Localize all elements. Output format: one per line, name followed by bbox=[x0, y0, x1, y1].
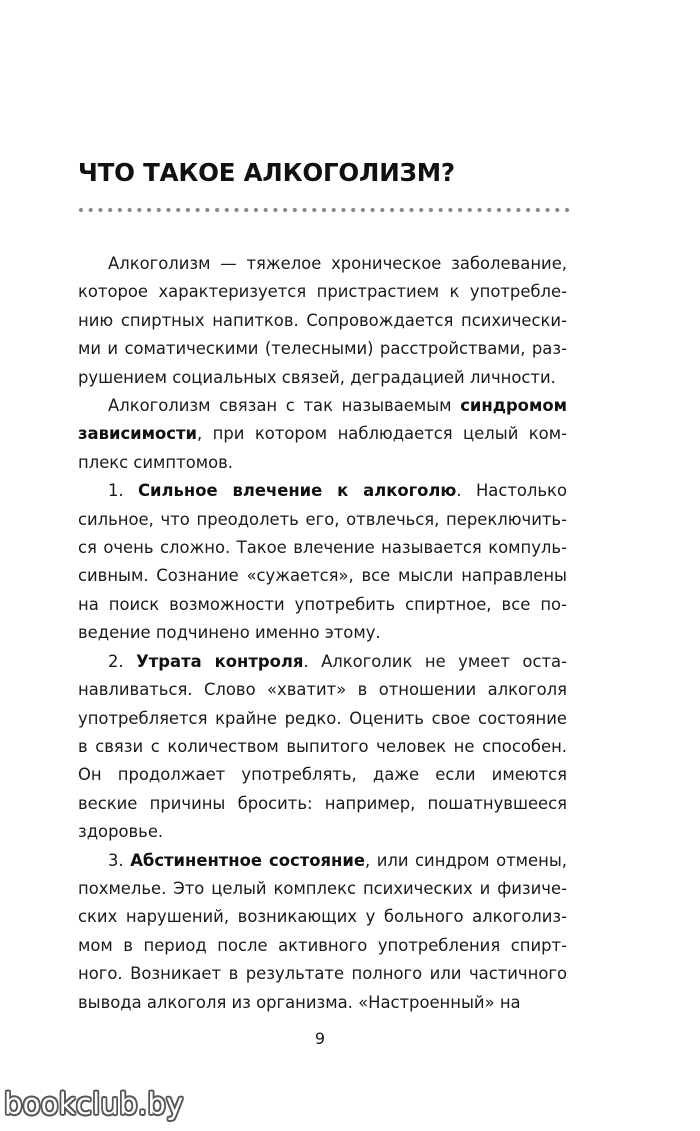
divider-dot bbox=[409, 208, 413, 212]
paragraph-text: . Алкоголик не умеет останавливаться. Слово «хватит» в отношении алкоголя употребляется крайне редко. Оценить свое состояние в связи с количеством выпитого человек не способен. Он продолжает употреблять, даже если имеются веские причины бросить: например, пошатнувшееся здоровье. bbox=[78, 651, 567, 842]
paragraph-dependence-syndrome bbox=[78, 392, 567, 477]
bold-term: Абстинентное состояние bbox=[130, 850, 365, 870]
watermark-logo: bookclub.by bbox=[4, 1087, 184, 1121]
divider-dot bbox=[196, 208, 200, 212]
paragraph-definition bbox=[78, 250, 567, 392]
divider-dot bbox=[128, 208, 132, 212]
paragraph-text: Алкоголизм связан с так называемым bbox=[108, 396, 461, 416]
divider-dot bbox=[351, 208, 355, 212]
paragraph-text: , или синдром отмены, похмелье. Это целый комплекс психических и физических нарушений, возникающих у больного алкоголизмом в период после активного употребления спиртного. Возникает в результате полного или частичного вывода алкоголя из организма. «Настроенный» на bbox=[78, 850, 567, 1012]
divider-dot bbox=[341, 208, 345, 212]
divider-dot bbox=[186, 208, 190, 212]
divider-dot bbox=[147, 208, 151, 212]
divider-dot bbox=[477, 208, 481, 212]
divider-dot bbox=[361, 208, 365, 212]
paragraph-text: 1. bbox=[108, 481, 139, 501]
divider-dot bbox=[234, 208, 238, 212]
divider-dot bbox=[458, 208, 462, 212]
divider-dot bbox=[89, 208, 93, 212]
divider-dot bbox=[400, 208, 404, 212]
paragraph-text: 3. bbox=[108, 850, 131, 870]
paragraph-symptom-withdrawal bbox=[78, 847, 567, 1017]
divider-dot bbox=[264, 208, 268, 212]
divider-dot bbox=[137, 208, 141, 212]
divider-dot bbox=[118, 208, 122, 212]
divider-dot bbox=[157, 208, 161, 212]
page-title: ЧТО ТАКОЕ АЛКОГОЛИЗМ? bbox=[78, 158, 455, 187]
divider-dot bbox=[293, 208, 297, 212]
divider-dot bbox=[254, 208, 258, 212]
divider-dot bbox=[390, 208, 394, 212]
divider-dot bbox=[439, 208, 443, 212]
divider-dot bbox=[283, 208, 287, 212]
dotted-divider bbox=[78, 203, 570, 217]
divider-dot bbox=[166, 208, 170, 212]
paragraph-text: 2. bbox=[108, 651, 137, 671]
divider-dot bbox=[536, 208, 540, 212]
divider-dot bbox=[545, 208, 549, 212]
paragraph-symptom-craving bbox=[78, 477, 567, 647]
divider-dot bbox=[312, 208, 316, 212]
paragraph-symptom-control-loss bbox=[78, 648, 567, 847]
divider-dot bbox=[371, 208, 375, 212]
bold-term: синдромом зависимости bbox=[78, 396, 567, 444]
divider-dot bbox=[507, 208, 511, 212]
divider-dot bbox=[176, 208, 180, 212]
divider-dot bbox=[302, 208, 306, 212]
divider-dot bbox=[555, 208, 559, 212]
divider-dot bbox=[108, 208, 112, 212]
divider-dot bbox=[565, 208, 569, 212]
divider-dot bbox=[497, 208, 501, 212]
divider-dot bbox=[225, 208, 229, 212]
divider-dot bbox=[273, 208, 277, 212]
divider-dot bbox=[215, 208, 219, 212]
page-number: 9 bbox=[314, 1029, 326, 1048]
bold-term: Утрата контроля bbox=[136, 651, 304, 671]
paragraph-text: . Настолько сильное, что преодолеть его, отвлечься, переключиться очень сложно. Такое влечение называется компульсивным. Сознание «сужается», все мысли направлены на поиск возможности употребить спиртное, все поведение подчинено именно этому. bbox=[78, 481, 567, 643]
paragraph-text: Алкоголизм — тяжелое хроническое заболевание, которое характеризуется пристрастием к употреблению спиртных напитков. Сопровождается психическими и соматическими (телесными) расстройствами, разрушением социальных связей, деградацией личности. bbox=[78, 254, 567, 387]
paragraph-text: , при котором наблюдается целый комплекс симптомов. bbox=[78, 424, 567, 472]
divider-dot bbox=[448, 208, 452, 212]
divider-dot bbox=[322, 208, 326, 212]
divider-dot bbox=[516, 208, 520, 212]
divider-dot bbox=[487, 208, 491, 212]
bold-term: Сильное влечение к алкоголю bbox=[138, 481, 457, 501]
divider-dot bbox=[79, 208, 83, 212]
divider-dot bbox=[429, 208, 433, 212]
divider-dot bbox=[468, 208, 472, 212]
divider-dot bbox=[419, 208, 423, 212]
divider-dot bbox=[244, 208, 248, 212]
divider-dot bbox=[380, 208, 384, 212]
divider-dot bbox=[98, 208, 102, 212]
body-text bbox=[78, 250, 567, 1017]
divider-dot bbox=[332, 208, 336, 212]
divider-dot bbox=[205, 208, 209, 212]
divider-dot bbox=[526, 208, 530, 212]
